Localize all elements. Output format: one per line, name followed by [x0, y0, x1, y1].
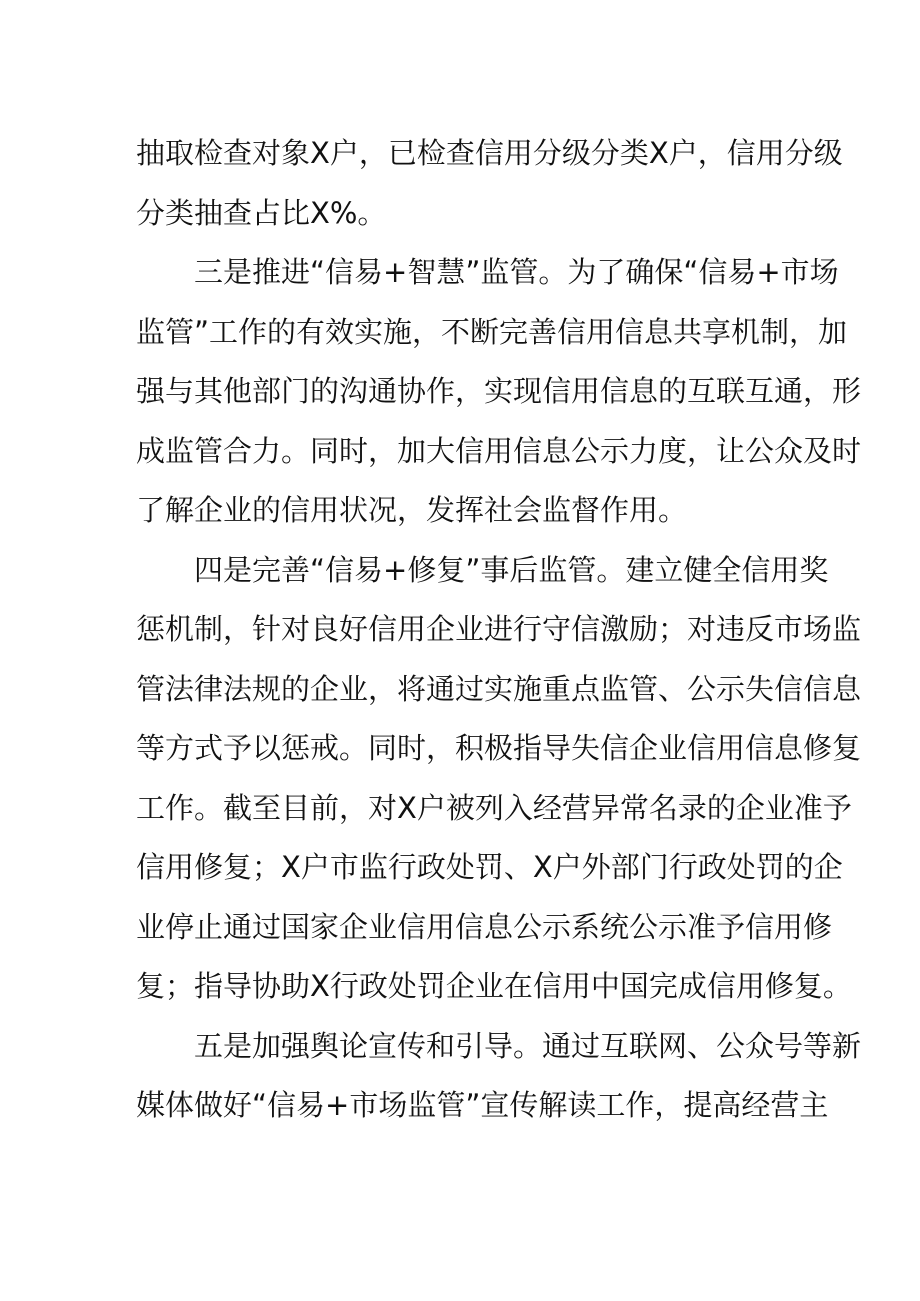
document-body: [136, 124, 862, 1136]
text-line-1: 抽取检查对象X户，已检查信用分级分类X户，信用分级: [136, 136, 843, 170]
text-line-12: 工作。截至目前，对X户被列入经营异常名录的企业准予: [136, 790, 852, 825]
text-line-5: 强与其他部门的沟通协作，实现信用信息的互联互通，形: [136, 374, 862, 408]
text-line-6: 成监管合力。同时，加大信用信息公示力度，让公众及时: [136, 433, 862, 468]
text-line-9: 惩机制，针对良好信用企业进行守信激励；对违反市场监: [136, 612, 862, 646]
text-line-11: 等方式予以惩戒。同时，积极指导失信企业信用信息修复: [136, 731, 862, 765]
text-line-2: 分类抽查占比X%。: [136, 195, 387, 230]
text-line-15: 复；指导协助X行政处罚企业在信用中国完成信用修复。: [136, 969, 852, 1003]
text-line-10: 管法律法规的企业，将通过实施重点监管、公示失信信息: [136, 671, 862, 706]
text-line-14: 业停止通过国家企业信用信息公示系统公示准予信用修: [136, 909, 833, 944]
text-line-7: 了解企业的信用状况，发挥社会监督作用。: [136, 493, 688, 527]
text-line-16: 五是加强舆论宣传和引导。通过互联网、公众号等新: [194, 1028, 862, 1063]
text-line-3: 三是推进“信易+智慧”监管。为了确保“信易+市场: [194, 255, 839, 289]
text-line-8: 四是完善“信易+修复”事后监管。建立健全信用奖: [194, 552, 829, 587]
text-line-4: 监管”工作的有效实施，不断完善信用信息共享机制，加: [136, 314, 848, 349]
text-line-17: 媒体做好“信易+市场监管”宣传解读工作，提高经营主: [136, 1088, 829, 1122]
text-line-13: 信用修复；X户市监行政处罚、X户外部门行政处罚的企: [136, 850, 843, 884]
